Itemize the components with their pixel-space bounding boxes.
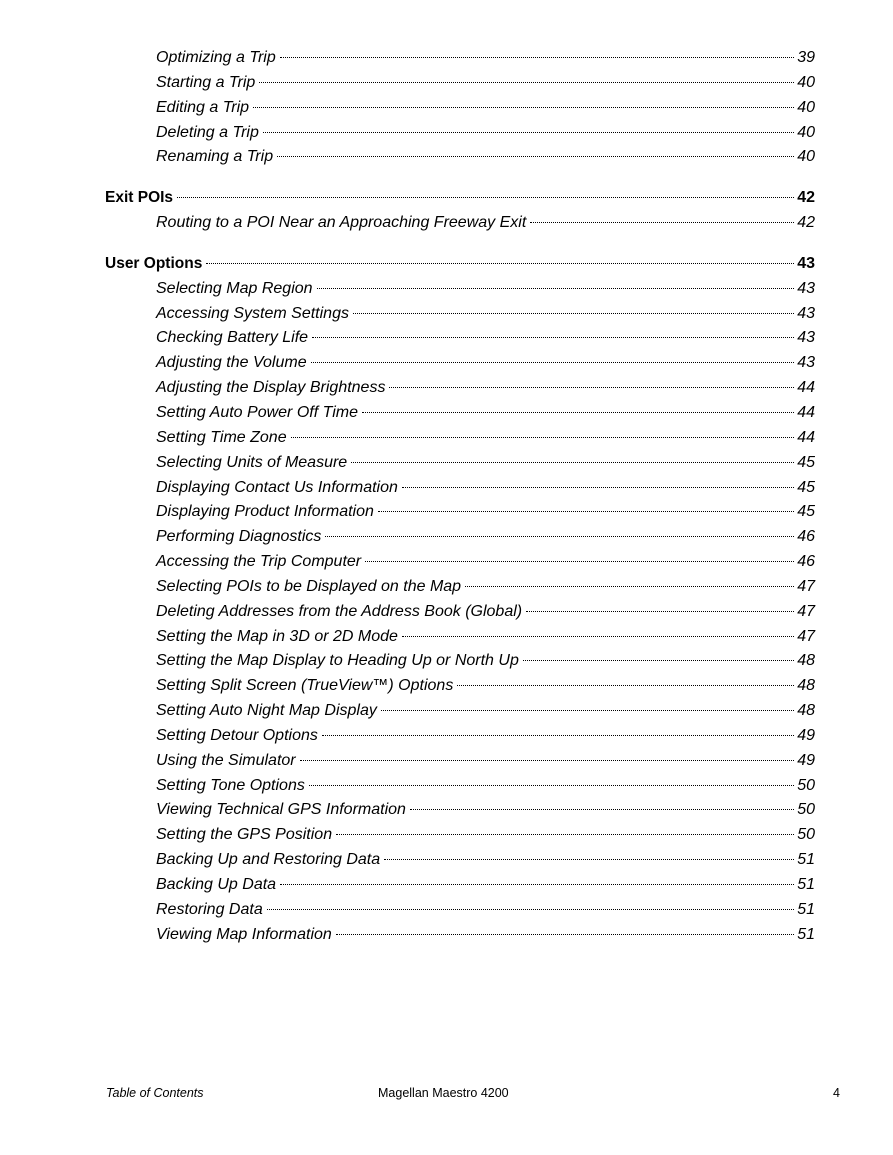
toc-subsection-entry[interactable] bbox=[0, 774, 815, 799]
toc-entry-title: Checking Battery Life bbox=[156, 329, 309, 347]
dot-leader bbox=[311, 362, 795, 363]
toc-entry-title: Restoring Data bbox=[156, 900, 263, 918]
toc-entry-page-number: 49 bbox=[797, 751, 815, 769]
toc-entry-title: Selecting Map Region bbox=[156, 279, 313, 297]
toc-entry-title: Exit POIs bbox=[105, 189, 174, 207]
toc-entry-page-number: 44 bbox=[797, 379, 815, 397]
toc-entry-page-number: 46 bbox=[797, 528, 815, 546]
toc-subsection-entry[interactable] bbox=[0, 71, 815, 96]
toc-entry-page-number: 49 bbox=[797, 726, 815, 744]
toc-subsection-entry[interactable] bbox=[0, 376, 815, 401]
toc-entry-page-number: 47 bbox=[797, 602, 815, 620]
toc-entry-title: Using the Simulator bbox=[156, 751, 296, 769]
toc-entry-title: Editing a Trip bbox=[156, 98, 250, 116]
toc-subsection-entry[interactable] bbox=[0, 525, 815, 550]
toc-entry-title: Viewing Map Information bbox=[156, 925, 332, 943]
toc-entry-title: Setting the Map Display to Heading Up or North Up bbox=[156, 652, 519, 670]
footer-product-name: Magellan Maestro 4200 bbox=[378, 1086, 509, 1100]
toc-subsection-entry[interactable] bbox=[0, 302, 815, 327]
toc-entry-page-number: 45 bbox=[797, 478, 815, 496]
dot-leader bbox=[317, 288, 795, 289]
toc-entry-page-number: 43 bbox=[797, 279, 815, 297]
dot-leader bbox=[378, 511, 794, 512]
dot-leader bbox=[291, 437, 795, 438]
dot-leader bbox=[263, 132, 794, 133]
toc-entry-page-number: 44 bbox=[797, 403, 815, 421]
toc-entry-page-number: 50 bbox=[797, 776, 815, 794]
toc-entry-page-number: 46 bbox=[797, 553, 815, 571]
toc-entry-title: Setting Split Screen (TrueView™) Options bbox=[156, 677, 454, 695]
dot-leader bbox=[351, 462, 794, 463]
toc-subsection-entry[interactable] bbox=[0, 699, 815, 724]
toc-subsection-entry[interactable] bbox=[0, 649, 815, 674]
dot-leader bbox=[300, 760, 795, 761]
dot-leader bbox=[280, 57, 794, 58]
dot-leader bbox=[402, 636, 794, 637]
toc-entry-page-number: 42 bbox=[797, 214, 815, 232]
toc-entry-title: Setting Detour Options bbox=[156, 726, 318, 744]
toc-entry-title: Viewing Technical GPS Information bbox=[156, 801, 406, 819]
toc-entry-page-number: 45 bbox=[797, 503, 815, 521]
toc-subsection-entry[interactable] bbox=[0, 873, 815, 898]
footer-page-number: 4 bbox=[833, 1086, 840, 1100]
dot-leader bbox=[523, 660, 794, 661]
toc-entry-page-number: 43 bbox=[797, 329, 815, 347]
toc-subsection-entry[interactable] bbox=[0, 823, 815, 848]
toc-entry-title: Performing Diagnostics bbox=[156, 528, 322, 546]
dot-leader bbox=[410, 809, 794, 810]
toc-entry-page-number: 39 bbox=[797, 49, 815, 66]
toc-subsection-entry[interactable] bbox=[0, 625, 815, 650]
page-footer bbox=[0, 1086, 893, 1106]
toc-subsection-entry[interactable] bbox=[0, 145, 815, 170]
footer-section-title: Table of Contents bbox=[106, 1086, 204, 1100]
toc-entry-title: Backing Up Data bbox=[156, 876, 277, 893]
toc-subsection-entry[interactable] bbox=[0, 749, 815, 774]
toc-entry-title: Routing to a POI Near an Approaching Freeway Exit bbox=[156, 214, 527, 232]
dot-leader bbox=[384, 859, 794, 860]
toc-subsection-entry[interactable] bbox=[0, 121, 815, 146]
toc-entry-title: Setting Tone Options bbox=[156, 776, 305, 794]
toc-entry-page-number: 42 bbox=[797, 189, 815, 207]
toc-entry-title: Deleting Addresses from the Address Book (Global) bbox=[156, 602, 523, 620]
dot-leader bbox=[353, 313, 794, 314]
toc-entry-title: Starting a Trip bbox=[156, 73, 256, 91]
toc-entry-title: Deleting a Trip bbox=[156, 123, 259, 141]
dot-leader bbox=[309, 785, 794, 786]
toc-entry-title: Displaying Product Information bbox=[156, 503, 374, 521]
dot-leader bbox=[402, 487, 794, 488]
toc-entry-page-number: 43 bbox=[797, 304, 815, 322]
toc-entry-title: User Options bbox=[105, 254, 203, 272]
toc-entry-page-number: 48 bbox=[797, 702, 815, 720]
toc-subsection-entry[interactable] bbox=[0, 798, 815, 823]
toc-subsection-entry[interactable] bbox=[0, 211, 815, 236]
dot-leader bbox=[177, 197, 794, 198]
toc-subsection-entry[interactable] bbox=[0, 575, 815, 600]
toc-subsection-entry[interactable] bbox=[0, 401, 815, 426]
toc-entry-title: Setting Auto Night Map Display bbox=[156, 702, 377, 720]
dot-leader bbox=[312, 337, 794, 338]
dot-leader bbox=[362, 412, 794, 413]
dot-leader bbox=[267, 909, 794, 910]
toc-entry-page-number: 43 bbox=[797, 254, 815, 272]
toc-entry-title: Setting the GPS Position bbox=[156, 826, 333, 844]
toc-entry-title: Adjusting the Volume bbox=[156, 354, 307, 372]
dot-leader bbox=[530, 222, 794, 223]
toc-entry-title: Adjusting the Display Brightness bbox=[156, 379, 386, 397]
dot-leader bbox=[325, 536, 794, 537]
toc-section-entry[interactable] bbox=[0, 186, 815, 211]
toc-entry-page-number: 51 bbox=[797, 900, 815, 918]
toc-entry-page-number: 45 bbox=[797, 453, 815, 471]
toc-entry-page-number: 50 bbox=[797, 801, 815, 819]
dot-leader bbox=[457, 685, 794, 686]
toc-entry-page-number: 47 bbox=[797, 577, 815, 595]
toc-entry-title: Displaying Contact Us Information bbox=[156, 478, 398, 496]
toc-entry-title: Selecting POIs to be Displayed on the Map bbox=[156, 577, 462, 595]
toc-subsection-entry[interactable] bbox=[0, 600, 815, 625]
dot-leader bbox=[336, 834, 794, 835]
toc-subsection-entry[interactable] bbox=[0, 326, 815, 351]
dot-leader bbox=[365, 561, 794, 562]
dot-leader bbox=[381, 710, 794, 711]
toc-entry-page-number: 48 bbox=[797, 652, 815, 670]
toc-subsection-entry[interactable] bbox=[0, 674, 815, 699]
toc-entry-page-number: 43 bbox=[797, 354, 815, 372]
toc-subsection-entry[interactable] bbox=[0, 724, 815, 749]
toc-section-entry[interactable] bbox=[0, 252, 815, 277]
toc-subsection-entry[interactable] bbox=[0, 848, 815, 873]
toc-entry-title: Selecting Units of Measure bbox=[156, 453, 348, 471]
toc-subsection-entry[interactable] bbox=[0, 426, 815, 451]
toc-entry-page-number: 47 bbox=[797, 627, 815, 645]
toc-subsection-entry[interactable] bbox=[0, 550, 815, 575]
dot-leader bbox=[206, 263, 794, 264]
toc-entry-title: Backing Up and Restoring Data bbox=[156, 851, 381, 869]
toc-entry-title: Setting the Map in 3D or 2D Mode bbox=[156, 627, 398, 645]
toc-subsection-entry[interactable] bbox=[0, 476, 815, 501]
dot-leader bbox=[322, 735, 794, 736]
toc-entry-page-number: 40 bbox=[797, 148, 815, 166]
toc-entry-title: Renaming a Trip bbox=[156, 148, 274, 166]
toc-entry-page-number: 40 bbox=[797, 98, 815, 116]
toc-subsection-entry[interactable] bbox=[0, 277, 815, 302]
dot-leader bbox=[259, 82, 794, 83]
toc-subsection-entry[interactable] bbox=[0, 351, 815, 376]
dot-leader bbox=[336, 934, 794, 935]
toc-subsection-entry[interactable] bbox=[0, 96, 815, 121]
toc-entry-page-number: 40 bbox=[797, 73, 815, 91]
dot-leader bbox=[277, 156, 794, 157]
toc-entry-title: Accessing System Settings bbox=[156, 304, 349, 322]
toc-entry-page-number: 44 bbox=[797, 428, 815, 446]
toc-entry-page-number: 51 bbox=[797, 876, 815, 893]
table-of-contents bbox=[0, 46, 893, 948]
toc-subsection-entry[interactable] bbox=[0, 898, 815, 923]
dot-leader bbox=[526, 611, 794, 612]
dot-leader bbox=[389, 387, 794, 388]
toc-entry-title: Setting Auto Power Off Time bbox=[156, 403, 359, 421]
toc-entry-page-number: 51 bbox=[797, 851, 815, 869]
dot-leader bbox=[280, 884, 794, 885]
toc-entry-page-number: 40 bbox=[797, 123, 815, 141]
toc-subsection-entry[interactable] bbox=[0, 46, 815, 71]
toc-entry-title: Accessing the Trip Computer bbox=[156, 553, 362, 571]
toc-subsection-entry[interactable] bbox=[0, 923, 815, 948]
dot-leader bbox=[465, 586, 794, 587]
toc-entry-title: Setting Time Zone bbox=[156, 428, 287, 446]
dot-leader bbox=[253, 107, 794, 108]
toc-entry-title: Optimizing a Trip bbox=[156, 49, 276, 66]
toc-subsection-entry[interactable] bbox=[0, 451, 815, 476]
toc-entry-page-number: 51 bbox=[797, 925, 815, 943]
toc-subsection-entry[interactable] bbox=[0, 500, 815, 525]
toc-entry-page-number: 48 bbox=[797, 677, 815, 695]
toc-entry-page-number: 50 bbox=[797, 826, 815, 844]
